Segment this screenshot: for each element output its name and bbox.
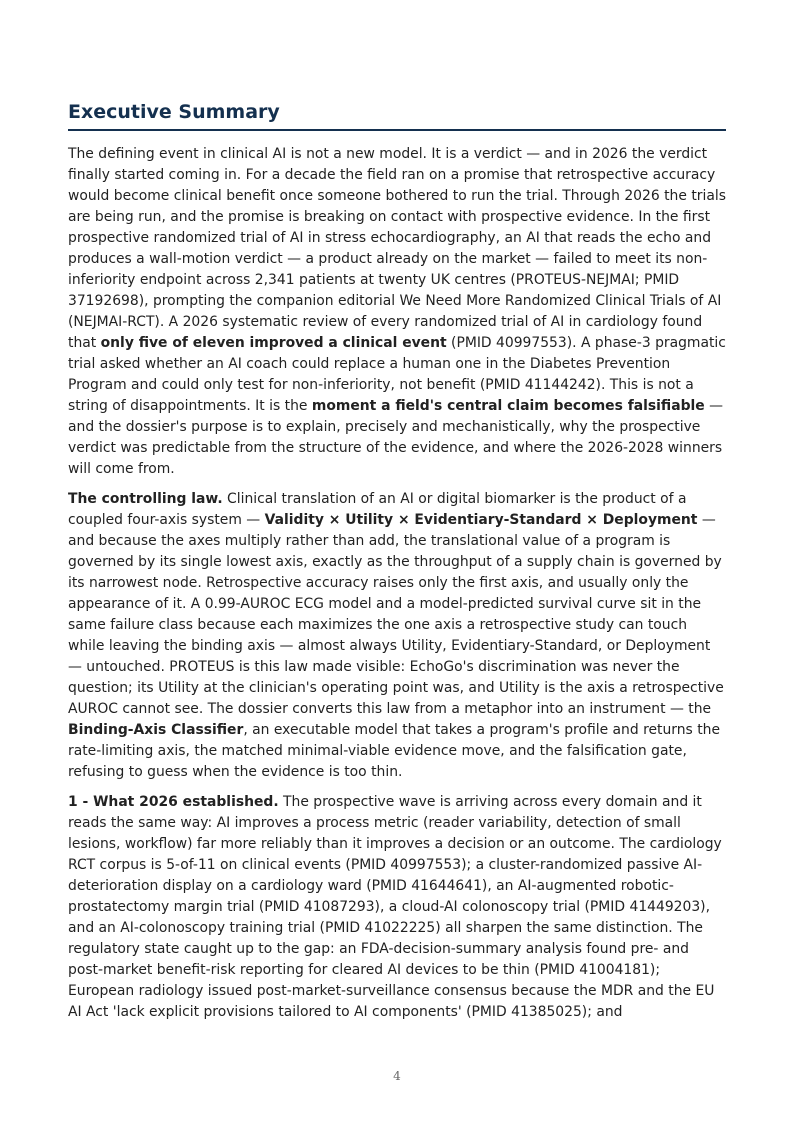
text-run: The prospective wave is arriving across every domain and it reads the same way: AI improves a process metric (reader variability, detection of small lesions, workflow) far more reliably than it improves a decision or an outcome. The cardiology RCT corpus is 5-of-11 on clinical events (PMID 40997553); a cluster-randomized passive AI-deterioration display on a cardiology ward (PMID 41644641), an AI-augmented robotic-prostatectomy margin trial (PMID 41087293), a cloud-AI colonoscopy trial (PMID 41449203), and an AI-colonoscopy training trial (PMID 41022225) all sharpen the same distinction. The regulatory state caught up to the gap: an FDA-decision-summary analysis found pre- and post-market benefit-risk reporting for cleared AI devices to be thin (PMID 41004181); European radiology issued post-market-surveillance consensus because the MDR and the EU AI Act 'lack explicit provisions tailored to AI components' (PMID 41385025); and	[68, 794, 722, 1020]
document-page	[68, 98, 726, 1032]
text-run: (PMID 40997553). A phase-3 pragmatic trial asked whether an AI coach could replace a human one in the Diabetes Prevention Program and could only test for non-inferiority, not benefit (PMID 41144242). This is not a string of disappointments. It is the	[68, 335, 726, 414]
paragraph-what-2026-established	[68, 792, 726, 1023]
page-number: 4	[393, 1069, 401, 1083]
paragraph-intro	[68, 144, 726, 480]
text-run: The defining event in clinical AI is not a new model. It is a verdict — and in 2026 the verdict finally started coming in. For a decade the field ran on a promise that retrospective accuracy would become clinical benefit once someone bothered to run the trial. Through 2026 the trials are being run, and the promise is breaking on contact with prospective evidence. In the first prospective randomized trial of AI in stress echocardiography, an AI that reads the echo and produces a wall-motion verdict — a product already on the market — failed to meet its non-inferiority endpoint across 2,341 patients at twenty UK centres (PROTEUS-NEJMAI; PMID 37192698), prompting the companion editorial We Need More Randomized Clinical Trials of AI (NEJMAI-RCT). A 2026 systematic review of every randomized trial of AI in cardiology found that	[68, 146, 726, 351]
text-run: Clinical translation of an AI or digital biomarker is the product of a coupled four-axis system —	[68, 491, 687, 528]
paragraph-controlling-law	[68, 489, 726, 783]
bold-text-run: Validity × Utility × Evidentiary-Standard × Deployment	[264, 512, 698, 528]
section-title: Executive Summary	[68, 98, 726, 131]
bold-text-run: only five of eleven improved a clinical event	[100, 335, 447, 351]
body-text	[68, 144, 726, 1023]
bold-text-run: Binding-Axis Classifier	[68, 722, 244, 738]
text-run: — and because the axes multiply rather than add, the translational value of a program is governed by its single lowest axis, exactly as the throughput of a supply chain is governed by its narrowest node. Retrospective accuracy raises only the first axis, and usually only the appearance of it. A 0.99-AUROC ECG model and a model-predicted survival curve sit in the same failure class because each maximizes the one axis a retrospective study can touch while leaving the binding axis — almost always Utility, Evidentiary-Standard, or Deployment — untouched. PROTEUS is this law made visible: EchoGo's discrimination was never the question; its Utility at the clinician's operating point was, and Utility is the axis a retrospective AUROC cannot see. The dossier converts this law from a metaphor into an instrument — the	[68, 512, 724, 717]
bold-text-run: moment a field's central claim becomes falsifiable	[311, 398, 705, 414]
bold-text-run: The controlling law.	[68, 491, 223, 507]
text-run: — and the dossier's purpose is to explain, precisely and mechanistically, why the prospective verdict was predictable from the structure of the evidence, and where the 2026-2028 winners will come from.	[68, 398, 724, 477]
bold-text-run: 1 - What 2026 established.	[68, 794, 279, 810]
text-run: , an executable model that takes a program's profile and returns the rate-limiting axis, the matched minimal-viable evidence move, and the falsification gate, refusing to guess when the evidence is too thin.	[68, 722, 721, 780]
